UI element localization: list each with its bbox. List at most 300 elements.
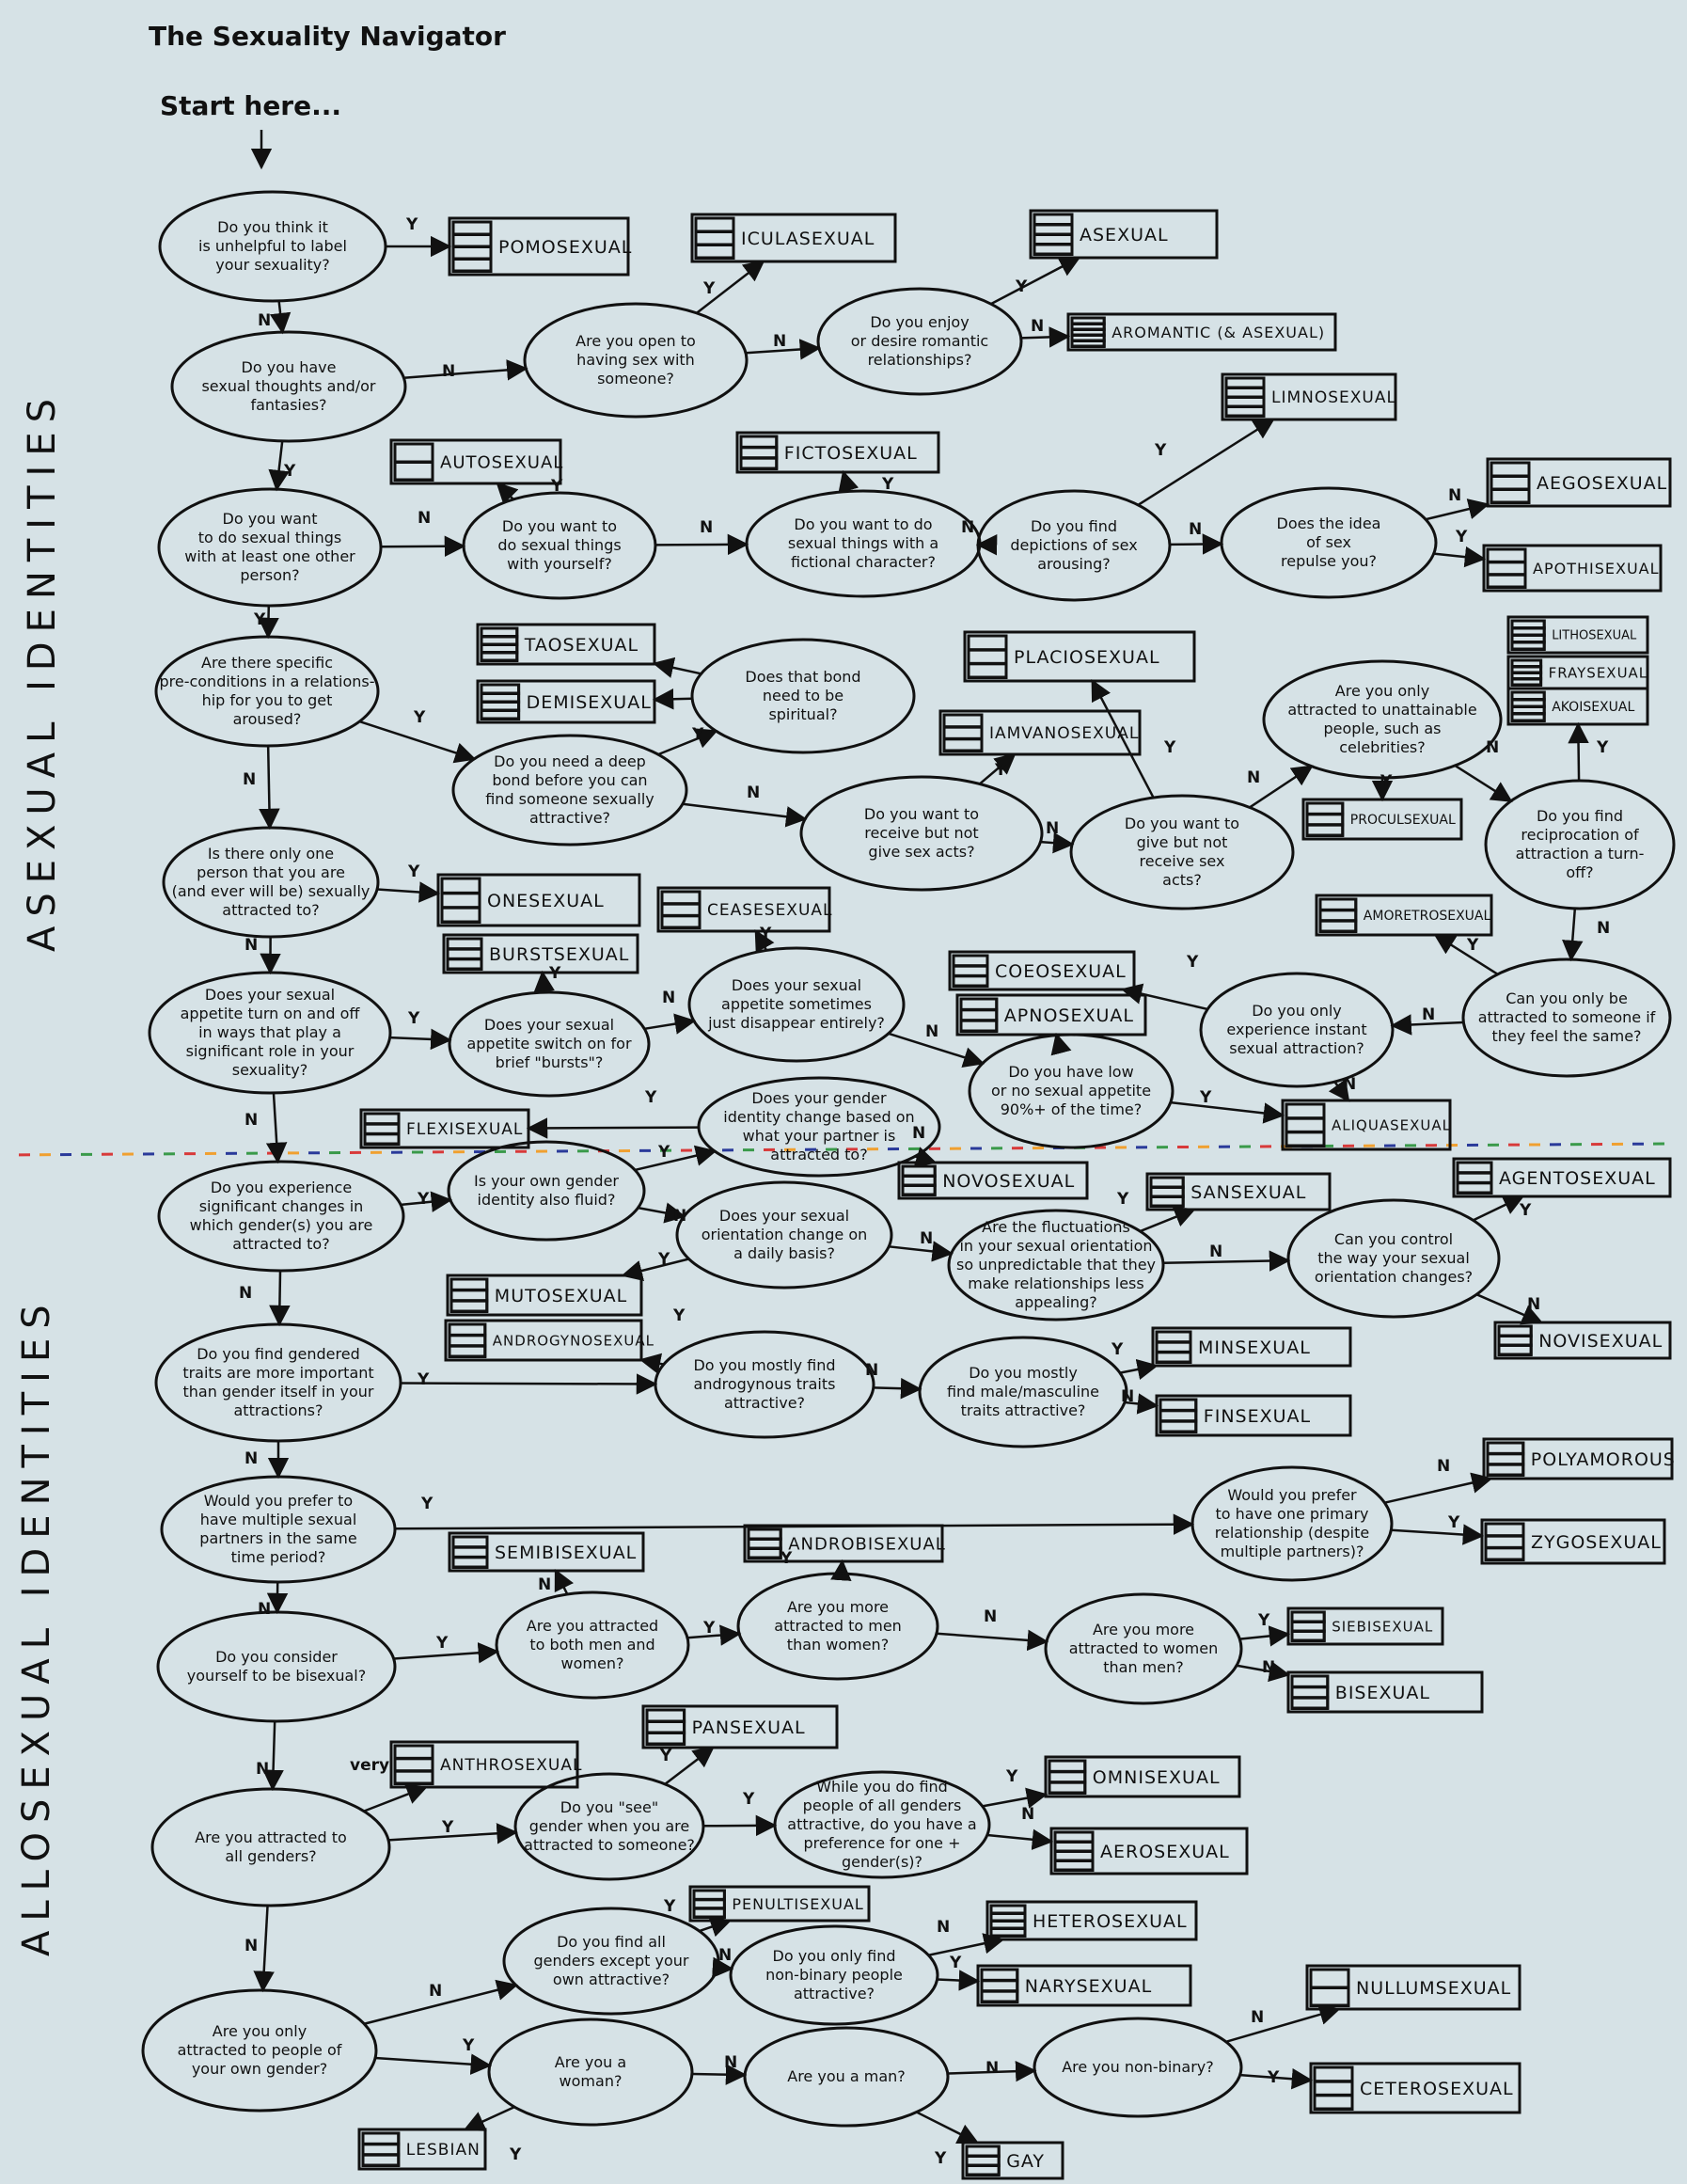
question-text: attracted to? <box>222 901 320 919</box>
question-deepbond <box>453 736 686 845</box>
question-text: Do you "see" <box>560 1798 659 1816</box>
question-text: all genders? <box>225 1847 317 1865</box>
result-asexual <box>1031 211 1217 258</box>
yes-label: Y <box>703 279 716 298</box>
question-precond <box>156 637 378 746</box>
pride-flag-icon <box>1499 1326 1531 1354</box>
question-text: Do you want <box>222 510 318 528</box>
question-text: experience instant <box>1226 1021 1367 1038</box>
question-multiple <box>162 1477 395 1582</box>
no-label: N <box>985 2059 1000 2078</box>
yes-label: Y <box>1456 528 1468 546</box>
pride-flag-icon <box>1488 549 1525 587</box>
pride-flag-icon <box>1160 1400 1196 1432</box>
result-label: SEMIBISEXUAL <box>495 1542 638 1563</box>
flow-arrow <box>991 258 1080 304</box>
result-penultisexual <box>690 1887 869 1921</box>
pride-flag-icon <box>1049 1761 1085 1793</box>
flow-arrow <box>263 1906 268 1990</box>
result-ceasesexual <box>658 888 833 931</box>
result-label: BURSTSEXUAL <box>489 943 630 965</box>
flow-arrow <box>658 731 717 754</box>
flow-arrow <box>683 804 805 819</box>
no-label: N <box>243 770 257 789</box>
pride-flag-stripe <box>1286 1118 1324 1132</box>
pride-flag-stripe <box>1491 476 1529 490</box>
question-text: Are you only <box>1334 682 1430 700</box>
question-receive <box>801 777 1042 890</box>
result-label: NOVISEXUAL <box>1538 1330 1663 1352</box>
question-text: attracted to? <box>232 1235 330 1253</box>
question-text: Do you have low <box>1008 1063 1134 1081</box>
yes-label: Y <box>406 215 418 234</box>
result-zygosexual <box>1482 1520 1664 1563</box>
question-text: the way your sexual <box>1317 1249 1470 1267</box>
result-label: LITHOSEXUAL <box>1552 628 1637 643</box>
result-onesexual <box>438 875 639 926</box>
question-text: than women? <box>786 1636 890 1654</box>
result-narysexual <box>978 1966 1190 2005</box>
result-aerosexual <box>1051 1828 1247 1874</box>
question-instant <box>1201 973 1393 1086</box>
question-nb <box>1034 2018 1241 2116</box>
question-text: Do you only find <box>772 1947 896 1965</box>
pride-flag-stripe <box>395 1771 433 1784</box>
no-label: N <box>961 518 975 537</box>
no-label: N <box>1343 1075 1357 1094</box>
flow-arrow <box>635 1151 715 1170</box>
question-reciprocation <box>1486 781 1674 909</box>
result-placiosexual <box>965 632 1194 681</box>
question-text: identity also fluid? <box>477 1191 616 1209</box>
result-label: TAOSEXUAL <box>524 634 639 656</box>
result-label: AEGOSEXUAL <box>1537 472 1668 494</box>
yes-label: Y <box>1006 1767 1018 1786</box>
no-label: N <box>1121 1387 1135 1406</box>
pride-flag-stripe <box>969 650 1006 664</box>
pride-flag-icon <box>944 715 982 751</box>
result-finsexual <box>1157 1396 1350 1435</box>
flow-arrow <box>401 1384 655 1385</box>
result-nullumsexual <box>1307 1966 1520 2009</box>
question-text: hip for you to get <box>201 691 333 709</box>
question-opensex <box>525 304 747 417</box>
result-anthrosexual <box>391 1742 582 1787</box>
result-label: APNOSEXUAL <box>1003 1005 1135 1026</box>
pride-flag-stripe <box>1315 2081 1352 2096</box>
question-text: Do you consider <box>215 1648 338 1666</box>
yes-label: Y <box>1155 441 1167 460</box>
flow-arrow <box>1123 989 1207 1009</box>
question-text: women? <box>560 1654 624 1672</box>
pride-flag-icon <box>954 956 987 986</box>
question-text: Does that bond <box>745 668 861 686</box>
result-label: AGENTOSEXUAL <box>1499 1167 1656 1189</box>
pride-flag-stripe <box>453 234 491 247</box>
question-text: than gender itself in your <box>182 1383 374 1401</box>
question-text: (and ever will be) sexually <box>171 882 371 900</box>
result-label: AMORETROSEXUAL <box>1363 909 1491 925</box>
question-text: Do you enjoy <box>870 313 970 331</box>
flow-arrow <box>279 301 283 332</box>
no-label: N <box>1597 919 1611 938</box>
pride-flag-icon <box>1151 1178 1183 1206</box>
result-demisexual <box>478 681 654 722</box>
question-text: than men? <box>1103 1658 1184 1676</box>
question-text: bond before you can <box>492 771 648 789</box>
result-label: ANDROGYNOSEXUAL <box>492 1332 655 1350</box>
pride-flag-icon <box>1157 1332 1190 1362</box>
result-androbisexual <box>745 1526 946 1561</box>
no-label: N <box>1189 520 1203 539</box>
flow-arrow <box>364 1787 426 1812</box>
question-text: in ways that play a <box>198 1023 341 1041</box>
no-label: N <box>1448 486 1462 505</box>
no-label: N <box>724 2053 738 2072</box>
result-label: GAY <box>1006 2150 1046 2172</box>
result-amoretrosexual <box>1316 895 1491 935</box>
flow-arrow <box>983 1795 1046 1806</box>
question-text: Are you a <box>554 2053 627 2071</box>
flow-arrow <box>1170 544 1222 545</box>
pride-flag-stripe <box>395 462 433 481</box>
result-limnosexual <box>1222 374 1396 419</box>
question-fluid <box>449 1142 644 1240</box>
question-text: need to be <box>762 687 844 704</box>
yes-label: Y <box>1016 277 1028 296</box>
question-text: Do you only <box>1252 1002 1342 1020</box>
question-text: arousing? <box>1037 555 1111 573</box>
flow-arrow <box>1021 337 1068 339</box>
pride-flag-icon <box>1292 1612 1324 1640</box>
question-text: preference for one + <box>803 1834 961 1852</box>
no-label: N <box>244 1449 259 1468</box>
question-text: attractive? <box>528 809 611 827</box>
no-label: N <box>912 1124 926 1143</box>
result-label: LESBIAN <box>405 2141 481 2160</box>
question-text: 90%+ of the time? <box>1000 1100 1143 1118</box>
pride-flag-icon <box>1315 2067 1352 2109</box>
pride-flag-icon <box>1307 803 1343 835</box>
question-onoff <box>150 973 390 1093</box>
question-unattainable <box>1264 661 1501 778</box>
yes-label: Y <box>442 1818 454 1837</box>
no-label: N <box>1422 1005 1436 1024</box>
question-text: pre-conditions in a relations- <box>159 673 375 690</box>
flow-arrow <box>268 606 269 637</box>
result-aliquasexual <box>1283 1100 1451 1149</box>
yes-label: Y <box>660 1747 672 1765</box>
yes-label: Y <box>1200 1088 1212 1107</box>
question-text: identity change based on <box>723 1108 915 1126</box>
yes-label: Y <box>743 1790 755 1809</box>
pride-flag-icon <box>696 218 733 258</box>
result-agentosexual <box>1454 1159 1670 1196</box>
question-text: sexual things with a <box>787 534 939 552</box>
no-label: N <box>1021 1805 1035 1824</box>
question-onlyone <box>164 828 378 937</box>
result-polyamorous <box>1484 1439 1676 1479</box>
question-text: just disappear entirely? <box>708 1014 885 1032</box>
result-label: ZYGOSEXUAL <box>1531 1531 1662 1553</box>
pride-flag-stripe <box>453 246 491 260</box>
yes-label: Y <box>463 2036 475 2055</box>
question-text: attracted to women <box>1068 1639 1219 1657</box>
pride-flag-stripe <box>696 218 733 232</box>
pride-flag-stripe <box>1315 2095 1352 2109</box>
pride-flag-icon <box>969 636 1006 677</box>
no-label: N <box>429 1982 443 2001</box>
flow-arrow <box>279 1271 280 1324</box>
no-label: N <box>1437 1457 1451 1476</box>
result-heterosexual <box>987 1902 1196 1939</box>
no-label: N <box>662 989 676 1007</box>
question-text: attracted to unattainable <box>1287 701 1477 719</box>
pride-flag-icon <box>453 1537 487 1567</box>
flow-arrow <box>1226 2009 1339 2042</box>
question-text: do sexual things <box>497 536 622 554</box>
question-text: attraction a turn- <box>1515 845 1645 863</box>
question-text: find someone sexually <box>485 790 654 808</box>
question-text: appetite turn on and off <box>180 1005 360 1022</box>
result-flexisexual <box>361 1110 528 1147</box>
question-text: your sexuality? <box>215 256 330 274</box>
yes-label: Y <box>995 761 1007 780</box>
question-androgynous <box>655 1332 874 1437</box>
question-text: of sex <box>1306 533 1351 551</box>
result-label: AKOISEXUAL <box>1552 700 1635 716</box>
question-disappear <box>689 948 904 1061</box>
flow-arrow <box>655 545 747 546</box>
result-akoisexual <box>1508 688 1648 724</box>
result-iculasexual <box>692 214 895 261</box>
yes-label: Y <box>1117 1190 1129 1209</box>
question-text: to both men and <box>529 1636 655 1654</box>
result-label: ANTHROSEXUAL <box>440 1756 583 1776</box>
flow-arrow <box>556 1571 567 1594</box>
question-nonbinary <box>731 1926 938 2024</box>
result-taosexual <box>478 625 654 664</box>
yes-label: Y <box>1187 953 1199 972</box>
pride-flag-stripe <box>1286 1132 1324 1146</box>
result-label: POMOSEXUAL <box>498 236 633 258</box>
question-text: people, such as <box>1323 720 1442 737</box>
question-text: spiritual? <box>768 705 838 723</box>
flow-arrow <box>394 1652 497 1659</box>
pride-flag-stripe <box>696 245 733 259</box>
result-label: OMNISEXUAL <box>1092 1766 1221 1788</box>
question-withother <box>159 489 381 606</box>
question-text: appetite switch on for <box>466 1035 632 1052</box>
result-label: DEMISEXUAL <box>526 691 652 713</box>
result-label: FLEXISEXUAL <box>406 1120 524 1140</box>
flow-arrow <box>844 472 849 491</box>
pride-flag-stripe <box>1315 2067 1352 2081</box>
question-text: Would you prefer to <box>203 1492 354 1510</box>
yes-label: Y <box>882 475 894 494</box>
question-thoughts <box>172 332 405 441</box>
flow-arrow <box>717 1968 732 1969</box>
pride-flag-icon <box>749 1529 780 1558</box>
question-text: Do you mostly find <box>693 1356 836 1374</box>
question-daily <box>677 1182 891 1288</box>
question-bisexual <box>158 1612 395 1721</box>
question-morewomen <box>1046 1594 1241 1703</box>
question-text: Can you only be <box>1506 989 1628 1007</box>
question-romantic <box>818 289 1021 394</box>
flow-arrow <box>273 1721 275 1789</box>
question-text: your own gender? <box>191 2060 328 2078</box>
question-moremen <box>738 1574 938 1679</box>
result-ceterosexual <box>1311 2064 1520 2113</box>
question-text: Do you have <box>241 358 337 376</box>
question-text: depictions of sex <box>1010 536 1138 554</box>
yes-label: Y <box>1258 1611 1270 1630</box>
result-label: LIMNOSEXUAL <box>1271 388 1396 408</box>
result-label: PLACIOSEXUAL <box>1014 646 1160 668</box>
flow-arrow <box>497 483 513 499</box>
result-androgynosexual <box>446 1321 654 1360</box>
question-text: attracted to? <box>770 1146 868 1163</box>
pride-flag-stripe <box>1488 575 1525 588</box>
no-label: N <box>700 518 714 537</box>
result-aromantic <box>1068 314 1335 350</box>
question-text: fantasies? <box>250 396 327 414</box>
result-label: CETEROSEXUAL <box>1360 2078 1514 2099</box>
result-apothisexual <box>1484 546 1661 591</box>
flow-arrow <box>917 2113 978 2143</box>
branch-labels <box>239 215 1610 2168</box>
no-label: N <box>538 1575 552 1594</box>
question-text: own attractive? <box>552 1970 670 1988</box>
flow-arrow <box>375 2058 490 2065</box>
question-text: receive but not <box>864 824 979 842</box>
no-label: N <box>442 362 456 381</box>
yes-label: Y <box>673 1306 686 1325</box>
question-text: Can you control <box>1333 1230 1454 1248</box>
flow-arrow <box>703 1826 775 1827</box>
pride-flag-stripe <box>1488 562 1525 575</box>
question-text: Do you want to <box>1124 815 1240 832</box>
question-text: time period? <box>230 1548 326 1566</box>
question-text: gender when you are <box>528 1817 690 1835</box>
question-text: attractive, do you have a <box>787 1815 977 1833</box>
flow-arrow <box>377 890 438 894</box>
result-novisexual <box>1495 1322 1670 1358</box>
yes-label: Y <box>551 477 563 496</box>
result-omnisexual <box>1046 1757 1239 1796</box>
pride-flag-stripe <box>1488 549 1525 562</box>
flow-arrow <box>623 1258 689 1275</box>
question-text: give but not <box>1136 833 1228 851</box>
question-exceptown <box>504 1908 718 2014</box>
question-text: relationships? <box>867 351 972 369</box>
question-text: acts? <box>1162 871 1202 889</box>
flow-arrow <box>1120 1366 1157 1373</box>
no-label: N <box>920 1229 934 1248</box>
flow-arrow <box>1171 1102 1283 1116</box>
question-sigchanges <box>159 1162 403 1271</box>
yes-label: Y <box>645 1088 657 1107</box>
result-mutosexual <box>448 1275 641 1315</box>
pride-flag-stripe <box>1311 1970 1348 1988</box>
question-text: to do sexual things <box>197 529 342 546</box>
question-text: fictional character? <box>791 553 936 571</box>
question-text: Does your gender <box>751 1089 887 1107</box>
start-label: Start here... <box>160 90 342 121</box>
result-label: BISEXUAL <box>1334 1682 1431 1703</box>
question-text: Does your sexual <box>204 986 336 1004</box>
question-bothmw <box>497 1592 688 1698</box>
question-woman <box>489 2019 692 2125</box>
question-text: Do you mostly <box>969 1364 1078 1382</box>
question-text: Are you attracted <box>526 1617 659 1635</box>
question-genderbased <box>699 1078 939 1176</box>
question-text: attractions? <box>233 1401 323 1419</box>
pride-flag-icon <box>365 1114 399 1144</box>
yes-label: Y <box>421 1495 434 1513</box>
question-text: appetite sometimes <box>721 995 872 1013</box>
flow-arrow <box>1455 766 1511 801</box>
question-text: sexuality? <box>231 1061 308 1079</box>
yes-label: Y <box>1520 1201 1532 1220</box>
flow-arrow <box>641 1360 664 1365</box>
flow-arrow <box>874 1387 920 1388</box>
question-text: give sex acts? <box>868 843 975 861</box>
flow-arrow <box>1138 419 1273 505</box>
question-text: Does the idea <box>1276 514 1381 532</box>
yes-label: Y <box>658 1143 670 1162</box>
yes-label: Y <box>760 925 772 943</box>
question-text: people of all genders <box>802 1796 962 1814</box>
yes-label: Y <box>414 708 426 727</box>
question-nodes <box>143 192 1674 2126</box>
pride-flag-stripe <box>442 878 480 894</box>
flow-arrow <box>842 1561 843 1574</box>
pride-flag-stripe <box>453 259 491 272</box>
flow-arrow <box>1239 1634 1288 1638</box>
pride-flag-stripe <box>1491 489 1529 503</box>
no-label: N <box>1486 738 1500 757</box>
pride-flag-stripe <box>1286 1104 1324 1118</box>
question-text: which gender(s) you are <box>189 1216 373 1234</box>
question-text: Do you find <box>1536 807 1624 825</box>
question-text: or no sexual appetite <box>990 1082 1152 1100</box>
flow-arrow <box>700 1921 731 1931</box>
question-see <box>515 1774 703 1879</box>
pride-flag-stripe <box>1311 1987 1348 2006</box>
flow-arrow <box>359 721 474 759</box>
question-text: Are there specific <box>201 654 333 672</box>
result-label: ALIQUASEXUAL <box>1332 1116 1451 1134</box>
no-label: N <box>1251 2008 1265 2027</box>
result-label: MUTOSEXUAL <box>494 1285 628 1306</box>
flow-arrow <box>403 369 526 378</box>
pride-flag-icon <box>1458 1163 1491 1193</box>
question-text: attracted to people of <box>177 2041 342 2059</box>
question-text: Are you non-binary? <box>1062 2058 1214 2076</box>
yes-label: Y <box>1380 772 1393 791</box>
yes-label: Y <box>1448 1513 1460 1532</box>
question-text: in your sexual orientation <box>959 1237 1153 1255</box>
question-spiritual <box>692 640 914 752</box>
result-label: PROCULSEXUAL <box>1349 813 1456 829</box>
result-lithosexual <box>1508 617 1648 653</box>
flow-arrow <box>276 441 282 489</box>
question-text: receive sex <box>1139 852 1225 870</box>
question-text: attracted to men <box>774 1617 902 1635</box>
question-text: Is your own gender <box>473 1172 620 1190</box>
